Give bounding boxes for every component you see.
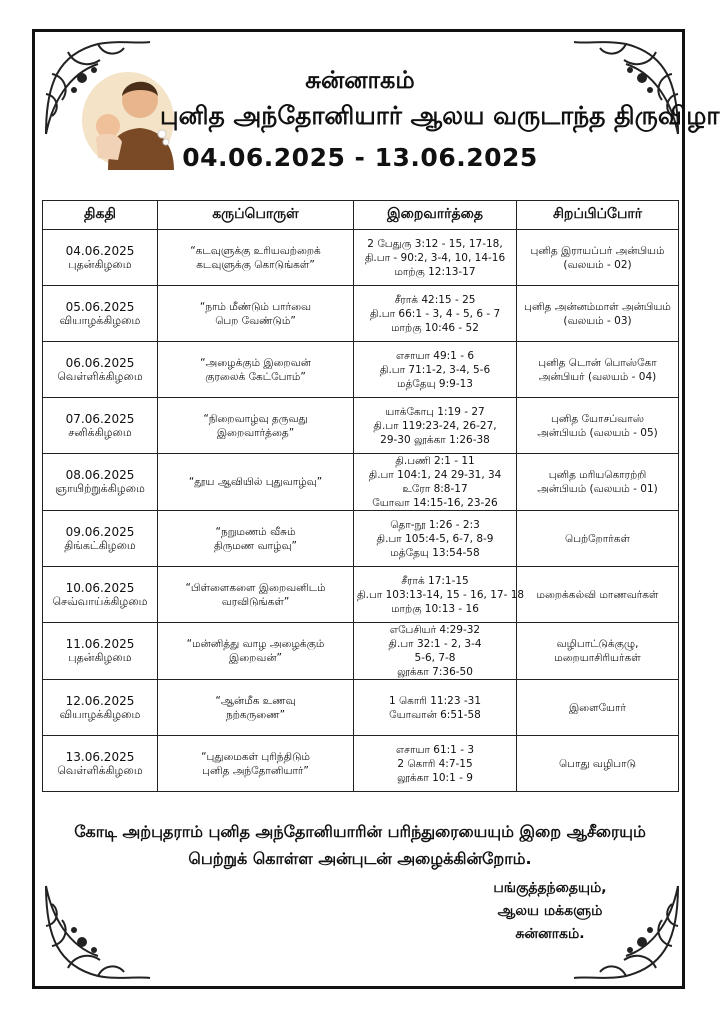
reading-line: யோவா 14:15-16, 23-26 [372, 497, 498, 509]
theme-line: இறைவன்” [229, 652, 282, 664]
readings-cell [354, 342, 517, 398]
corner-ornament-icon [38, 876, 158, 986]
date-text: 07.06.2025 [65, 411, 135, 426]
celebrants-cell [517, 511, 679, 567]
theme-line: திருமண வாழ்வு” [214, 539, 297, 552]
column-header-theme: கருப்பொருள் [158, 201, 354, 230]
table-row [43, 567, 679, 623]
date-cell [43, 230, 158, 286]
date-text: 09.06.2025 [65, 524, 135, 539]
theme-line: பெற வேண்டும்” [215, 314, 296, 327]
day-text: ஞாயிற்றுக்கிழமை [55, 482, 145, 495]
day-text: வெள்ளிக்கிழமை [57, 369, 143, 383]
theme-line: “நறுமணம் வீசும் [215, 525, 296, 538]
reading-line: தி.பா 103:13-14, 15 - 16, 17- 18 [357, 588, 525, 601]
celebrants-cell [517, 286, 679, 342]
day-text: வெள்ளிக்கிழமை [57, 763, 143, 777]
reading-line: உரோ 8:8-17 [402, 483, 468, 495]
date-text: 06.06.2025 [65, 355, 135, 370]
celebrants-cell [517, 342, 679, 398]
date-cell [43, 454, 158, 511]
date-cell [43, 398, 158, 454]
reading-line: தி.பா 71:1-2, 3-4, 5-6 [379, 363, 491, 376]
celebrants-cell [517, 230, 679, 286]
readings-cell [354, 567, 525, 623]
reading-line: தி.பா 32:1 - 2, 3-4 [388, 638, 482, 650]
date-cell [43, 680, 158, 736]
date-text: 13.06.2025 [65, 749, 135, 764]
theme-line: நற்கருணை” [225, 708, 286, 721]
reading-line: மாற்கு 12:13-17 [394, 265, 476, 278]
celebrants-line: வழிபாட்டுக்குழு, [556, 638, 639, 650]
reading-line: 5-6, 7-8 [414, 652, 456, 664]
theme-line: “பிள்ளைகளை இறைவனிடம் [185, 581, 326, 594]
theme-line: “தூய ஆவியில் புதுவாழ்வு” [188, 476, 323, 488]
table-header-row [43, 201, 679, 230]
theme-cell [158, 454, 354, 511]
theme-cell [158, 736, 354, 792]
readings-cell [354, 511, 517, 567]
signature-line-1: பங்குத்தந்தையும், [493, 880, 607, 896]
date-cell [43, 736, 158, 792]
celebrants-cell [517, 680, 679, 736]
theme-cell [158, 398, 354, 454]
date-cell [43, 567, 158, 623]
table-row [43, 398, 679, 454]
theme-cell [158, 623, 354, 680]
theme-line: குரலைக் கேட்போம்” [205, 370, 306, 383]
date-text: 12.06.2025 [65, 693, 135, 708]
reading-line: சீராக் 17:1-15 [401, 574, 469, 587]
table-row [43, 736, 679, 792]
theme-cell [158, 680, 354, 736]
invitation-line-2: பெற்றுக் கொள்ள அன்புடன் அழைக்கின்றோம். [188, 849, 532, 868]
page-place: சுன்னாகம் [305, 66, 415, 94]
reading-line: லூக்கா 10:1 - 9 [397, 771, 473, 784]
readings-cell [354, 230, 517, 286]
reading-line: எசாயா 49:1 - 6 [395, 349, 475, 362]
celebrants-line: பொது வழிபாடு [559, 757, 636, 770]
signature-line-2: ஆலய மக்களும் [497, 903, 603, 919]
theme-line: “ஆன்மீக உணவு [215, 694, 296, 707]
reading-line: யாக்கோபு 1:19 - 27 [385, 405, 485, 418]
celebrants-line: அன்பியம் (வலயம் - 01) [537, 483, 658, 495]
celebrants-line: அன்பியம் (வலயம் - 05) [537, 426, 658, 439]
column-header-readings: இறைவார்த்தை [354, 201, 517, 230]
page-title: புனித அந்தோனியார் ஆலய வருடாந்த திருவிழா [160, 101, 720, 130]
day-text: வியாழக்கிழமை [59, 707, 141, 721]
celebrants-cell [517, 623, 679, 680]
date-text: 05.06.2025 [65, 299, 135, 314]
celebrants-cell [517, 567, 679, 623]
celebrants-line: அன்பியர் (வலயம் - 04) [538, 370, 657, 383]
reading-line: மாற்கு 10:46 - 52 [391, 321, 479, 334]
reading-line: 2 பேதுரு 3:12 - 15, 17-18, [367, 237, 503, 250]
reading-line: தி.பா 66:1 - 3, 4 - 5, 6 - 7 [369, 307, 501, 320]
festival-dates: 04.06.2025 - 13.06.2025 [182, 143, 538, 172]
reading-line: தி.பா 104:1, 24 29-31, 34 [368, 469, 502, 481]
theme-line: இறைவார்த்தை” [216, 426, 295, 439]
reading-line: சீராக் 42:15 - 25 [394, 293, 476, 306]
date-text: 08.06.2025 [65, 468, 135, 482]
theme-line: கடவுளுக்கு கொடுங்கள்” [196, 258, 315, 271]
table-row [43, 623, 679, 680]
day-text: திங்கட்கிழமை [64, 538, 136, 552]
table-row [43, 342, 679, 398]
theme-line: “நிறைவாழ்வு தருவது [203, 412, 308, 425]
theme-line: “கடவுளுக்கு உரியவற்றைக் [190, 244, 321, 257]
celebrants-line: புனித டொன் பொஸ்கோ [538, 356, 657, 369]
reading-line: தி.பா 119:23-24, 26-27, [373, 419, 497, 432]
reading-line: தி.பா - 90:2, 3-4, 10, 14-16 [364, 251, 506, 264]
date-text: 10.06.2025 [65, 580, 135, 595]
theme-cell [158, 230, 354, 286]
readings-cell [354, 736, 517, 792]
reading-line: 1 கொரி 11:23 -31 [388, 694, 482, 707]
theme-line: “மன்னித்து வாழ அழைக்கும் [186, 638, 325, 650]
reading-line: யோவான் 6:51-58 [389, 708, 481, 721]
day-text: சனிக்கிழமை [68, 425, 132, 439]
reading-line: மாற்கு 10:13 - 16 [391, 602, 479, 615]
table-row [43, 511, 679, 567]
reading-line: லூக்கா 7:36-50 [397, 666, 473, 678]
readings-cell [354, 286, 517, 342]
reading-line: தொ-நூ 1:26 - 2:3 [390, 518, 480, 531]
readings-cell [354, 398, 517, 454]
celebrants-line: (வலயம் - 02) [563, 258, 632, 271]
celebrants-cell [517, 398, 679, 454]
signature-line-3: சுன்னாகம். [515, 926, 585, 942]
date-cell [43, 286, 158, 342]
column-header-celebrants: சிறப்பிப்போர் [517, 201, 679, 230]
reading-line: தி.பணி 2:1 - 11 [395, 455, 475, 467]
theme-line: “நாம் மீண்டும் பார்வை [199, 300, 312, 313]
celebrants-line: (வலயம் - 03) [563, 314, 632, 327]
theme-line: புனித அந்தோனியார்” [202, 764, 309, 777]
reading-line: 29-30 லூக்கா 1:26-38 [380, 433, 490, 446]
theme-line: “புதுமைகள் புரிந்திடும் [201, 750, 310, 763]
reading-line: 2 கொரி 4:7-15 [397, 757, 473, 770]
reading-line: எசாயா 61:1 - 3 [395, 743, 475, 756]
date-text: 04.06.2025 [65, 243, 135, 258]
date-cell [43, 623, 158, 680]
celebrants-line: புனித மரியகொரற்றி [548, 469, 647, 481]
invitation-line-1: கோடி அற்புதராம் புனித அந்தோனியாரின் பரிந்துரையையும் இறை ஆசீரையும் [74, 822, 646, 841]
celebrants-line: மறைக்கல்வி மாணவர்கள் [536, 588, 659, 601]
theme-cell [158, 342, 354, 398]
readings-cell [354, 623, 517, 680]
theme-line: “அழைக்கும் இறைவன் [200, 356, 311, 369]
celebrants-line: இளையோர் [568, 701, 627, 714]
reading-line: எபேசியர் 4:29-32 [389, 624, 481, 636]
readings-cell [354, 454, 517, 511]
theme-line: வரவிடுங்கள்” [221, 595, 290, 608]
date-cell [43, 342, 158, 398]
reading-line: மத்தேயு 13:54-58 [390, 546, 480, 559]
celebrants-line: புனித அன்னம்மாள் அன்பியம் [524, 300, 671, 313]
celebrants-line: புனித யோசப்வாஸ் [551, 412, 644, 425]
theme-cell [158, 511, 354, 567]
celebrants-cell [517, 454, 679, 511]
readings-cell [354, 680, 517, 736]
date-text: 11.06.2025 [65, 637, 135, 651]
date-cell [43, 511, 158, 567]
schedule-table [42, 200, 679, 792]
day-text: செவ்வாய்க்கிழமை [52, 594, 148, 608]
celebrants-cell [517, 736, 679, 792]
reading-line: மத்தேயு 9:9-13 [397, 377, 473, 390]
celebrants-line: மறையாசிரியர்கள் [554, 652, 641, 664]
day-text: புதன்கிழமை [68, 651, 132, 664]
celebrants-line: புனித இராயப்பர் அன்பியம் [530, 244, 665, 257]
table-row [43, 286, 679, 342]
theme-cell [158, 286, 354, 342]
table-row [43, 680, 679, 736]
reading-line: தி.பா 105:4-5, 6-7, 8-9 [376, 532, 494, 545]
theme-cell [158, 567, 354, 623]
table-row [43, 454, 679, 511]
day-text: புதன்கிழமை [68, 257, 132, 271]
celebrants-line: பெற்றோர்கள் [565, 532, 630, 545]
column-header-date: திகதி [43, 201, 158, 230]
table-row [43, 230, 679, 286]
day-text: வியாழக்கிழமை [59, 313, 141, 327]
